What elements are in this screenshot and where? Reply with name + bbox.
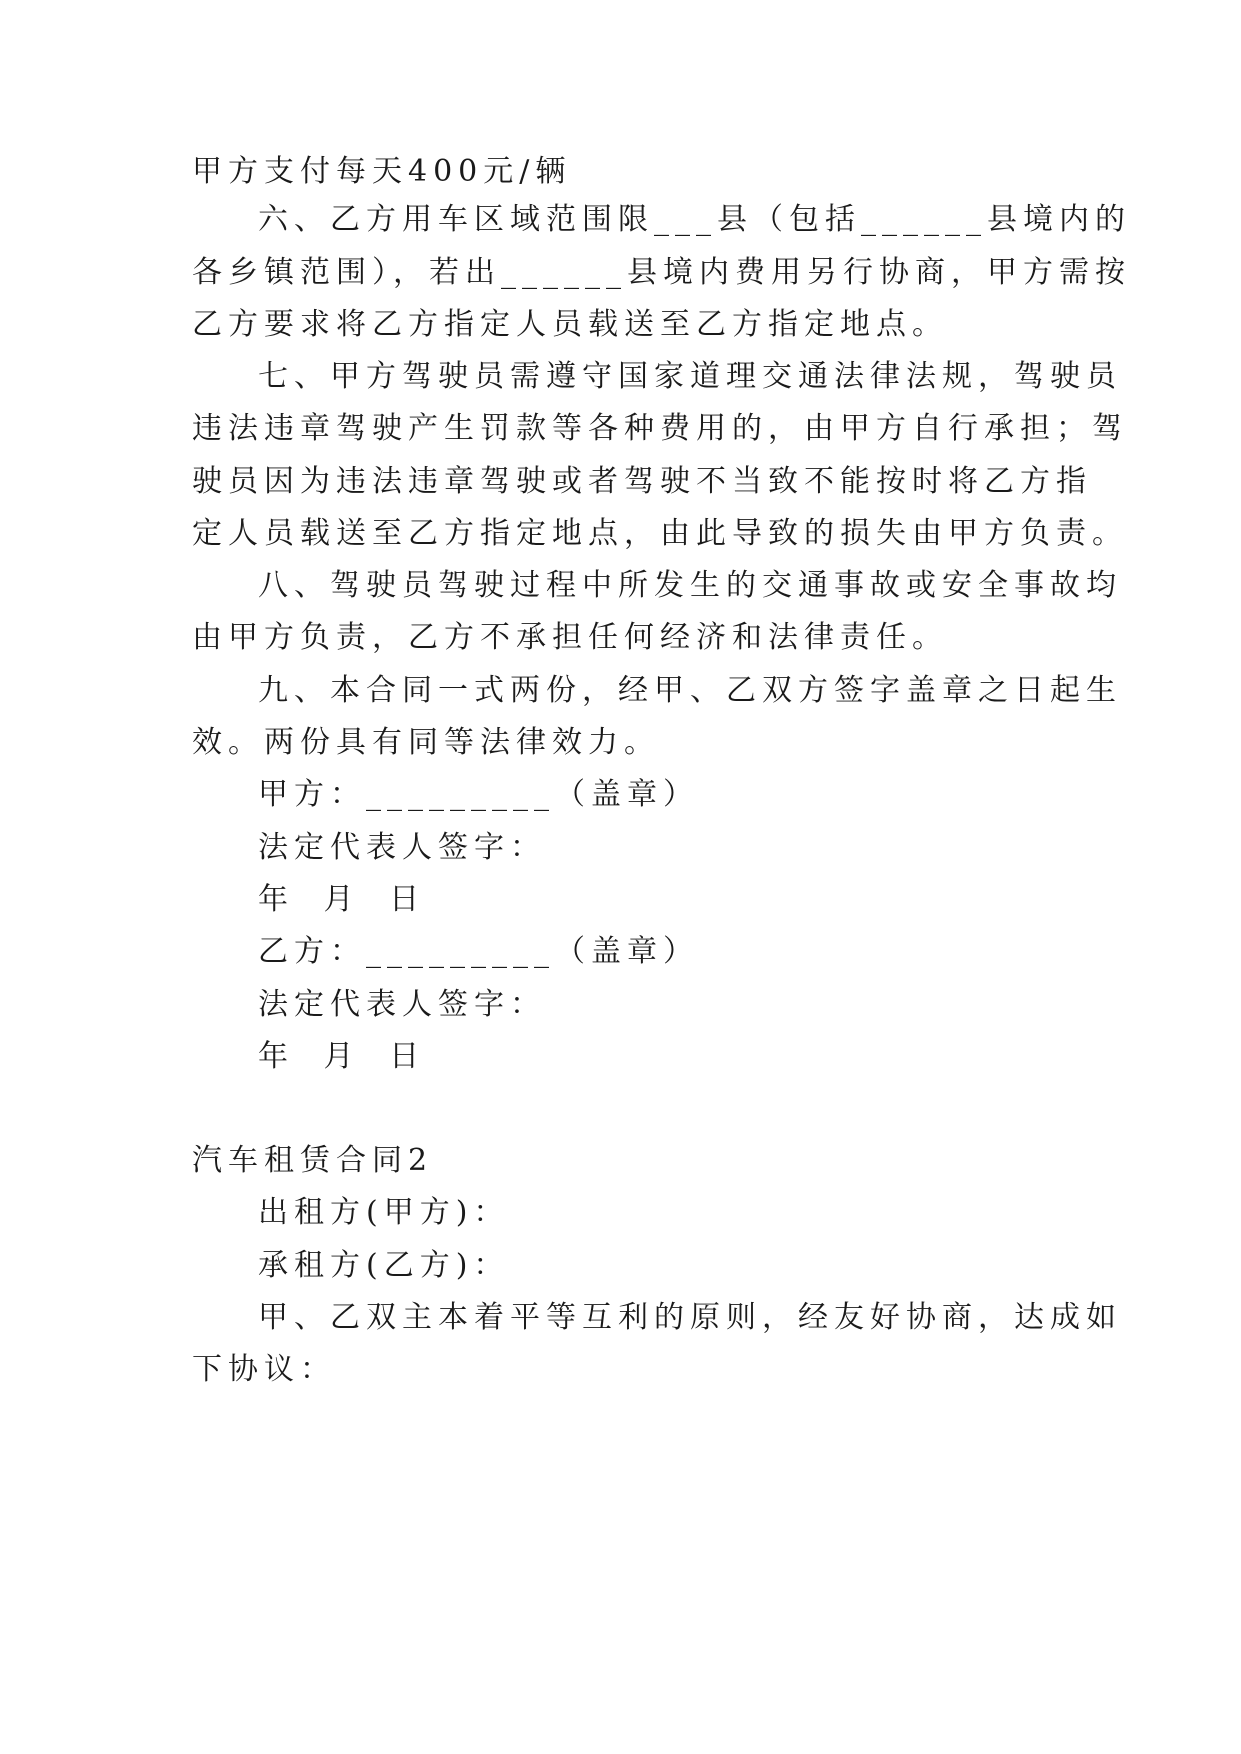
clause-seven-line-1: 七、甲方驾驶员需遵守国家道理交通法律法规，驾驶员 (258, 359, 1122, 394)
party-a-date: 年 月 日 (258, 882, 433, 917)
clause-seven-line-3: 驶员因为违法违章驾驶或者驾驶不当致不能按时将乙方指 (192, 464, 1092, 499)
clause-six-line-2: 各乡镇范围），若出______县境内费用另行协商，甲方需按 (192, 255, 1131, 290)
clause-six-line-3: 乙方要求将乙方指定人员载送至乙方指定地点。 (192, 307, 948, 342)
agreement-intro-line-1: 甲、乙双主本着平等互利的原则，经友好协商，达成如 (258, 1300, 1122, 1335)
section-title: 汽车租赁合同2 (192, 1143, 434, 1178)
clause-seven-line-2: 违法违章驾驶产生罚款等各种费用的，由甲方自行承担；驾 (192, 411, 1128, 446)
party-b-date: 年 月 日 (258, 1039, 433, 1074)
text-line-payment: 甲方支付每天400元/辆 (192, 154, 572, 189)
clause-nine-line-1: 九、本合同一式两份，经甲、乙双方签字盖章之日起生 (258, 673, 1122, 708)
party-a-signature: 甲方：_________（盖章） (258, 777, 699, 812)
agreement-intro-line-2: 下协议： (192, 1352, 336, 1387)
clause-eight-line-2: 由甲方负责，乙方不承担任何经济和法律责任。 (192, 620, 948, 655)
clause-seven-line-4: 定人员载送至乙方指定地点，由此导致的损失由甲方负责。 (192, 516, 1128, 551)
party-a-representative: 法定代表人签字： (258, 830, 546, 865)
lessor-line: 出租方(甲方)： (258, 1195, 510, 1230)
lessee-line: 承租方(乙方)： (258, 1248, 510, 1283)
clause-nine-line-2: 效。两份具有同等法律效力。 (192, 725, 660, 760)
clause-six-line-1: 六、乙方用车区域范围限___县（包括______县境内的 (258, 202, 1131, 237)
clause-eight-line-1: 八、驾驶员驾驶过程中所发生的交通事故或安全事故均 (258, 568, 1122, 603)
party-b-representative: 法定代表人签字： (258, 987, 546, 1022)
party-b-signature: 乙方：_________（盖章） (258, 934, 699, 969)
